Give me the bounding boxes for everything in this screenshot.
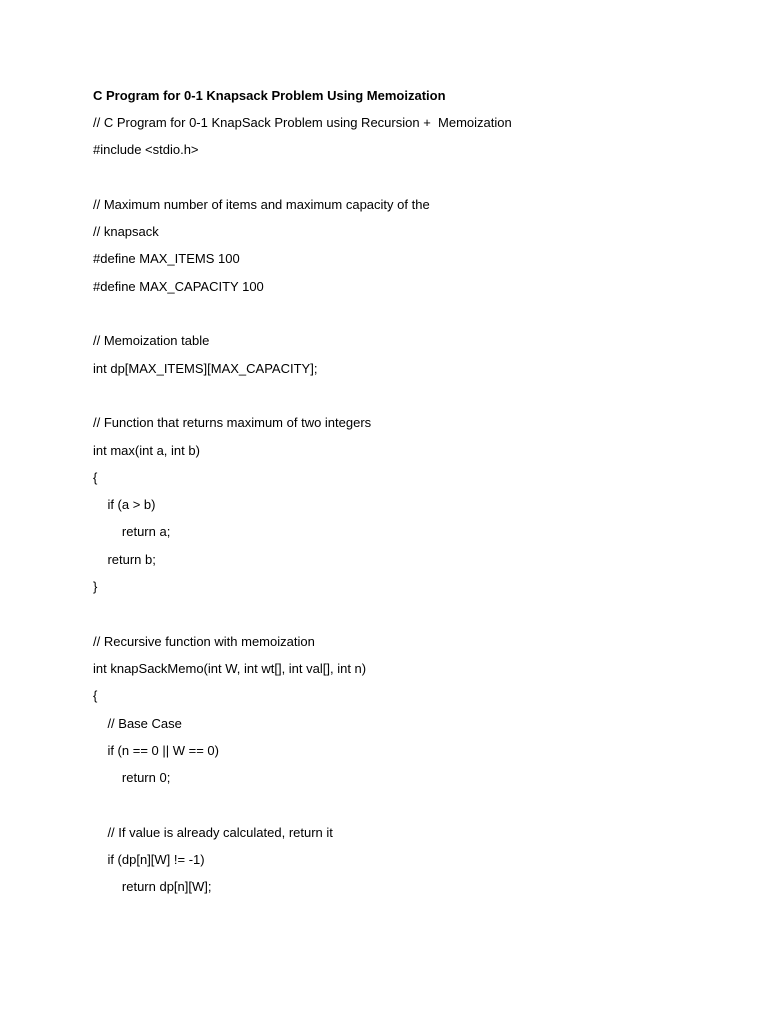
code-line: #define MAX_CAPACITY 100 [93, 278, 264, 294]
code-line: if (a > b) [93, 497, 156, 513]
code-line: // If value is already calculated, return it [93, 824, 333, 840]
code-line: // Function that returns maximum of two integers [93, 415, 372, 431]
code-line: return dp[n][W]; [93, 879, 212, 895]
code-line [93, 169, 512, 196]
code-line: if (dp[n][W] != -1) [93, 852, 205, 868]
code-line [93, 605, 512, 632]
document-title: C Program for 0-1 Knapsack Problem Using Memoization [93, 88, 446, 103]
code-line: // Memoization table [93, 333, 210, 349]
code-line: { [93, 688, 98, 704]
code-line: // C Program for 0-1 KnapSack Problem using Recursion + Memoization [93, 115, 512, 130]
code-line [93, 796, 512, 823]
code-line: #define MAX_ITEMS 100 [93, 251, 240, 267]
code-line: int max(int a, int b) [93, 442, 200, 458]
code-line: } [93, 579, 98, 595]
code-block [93, 114, 512, 906]
code-line: int knapSackMemo(int W, int wt[], int val[], int n) [93, 660, 367, 676]
code-line [93, 387, 512, 414]
code-line [93, 305, 512, 332]
code-line: if (n == 0 || W == 0) [93, 742, 219, 758]
code-line: return b; [93, 551, 156, 567]
code-line: int dp[MAX_ITEMS][MAX_CAPACITY]; [93, 360, 318, 376]
code-line: // knapsack [93, 224, 159, 240]
code-line: // Recursive function with memoization [93, 633, 315, 649]
code-line: // Maximum number of items and maximum capacity of the [93, 196, 430, 212]
code-line: return 0; [93, 770, 171, 786]
code-line: { [93, 469, 98, 485]
code-line: // Base Case [93, 715, 182, 731]
code-line: #include <stdio.h> [93, 142, 199, 158]
code-line: return a; [93, 524, 171, 540]
